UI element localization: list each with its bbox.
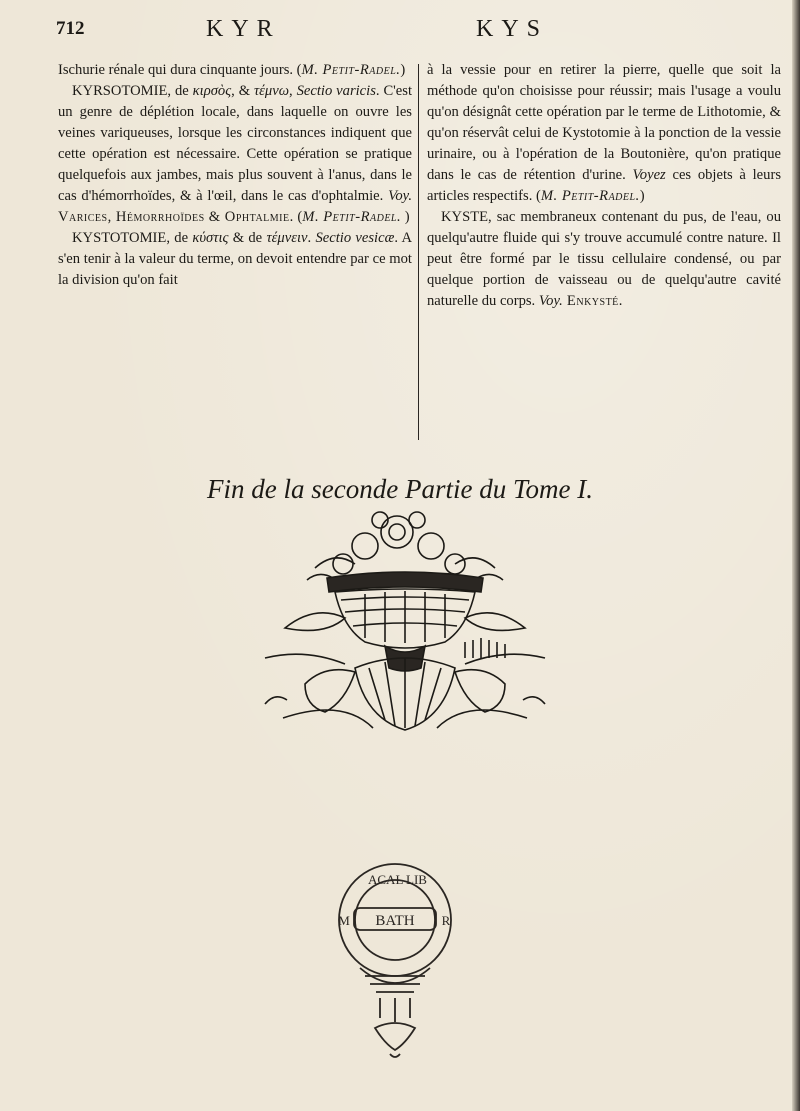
closing-line: Fin de la seconde Partie du Tome I. [207,474,593,504]
cross-ref-marker: Voy. [538,293,563,309]
cross-ref-marker: Voy. [388,188,412,204]
greek-etymon: τέμνω [253,83,290,99]
column-rule [418,64,419,440]
entry-ischurie-end: Ischurie rénale qui dura cinquante jours. (M. Petit-Radel.) [58,62,406,78]
entry-headword: KYSTOTOMIE [72,230,167,246]
cross-reference: Enkysté. [562,293,623,309]
stamp-text-top-left: ACAL [368,872,404,887]
page-edge-shadow [792,0,800,1111]
right-column [427,60,781,312]
stamp-letter-right: R [441,913,451,928]
cross-references: Varices, Hémorrhoïdes & Ophtalmie. [58,209,294,225]
entry-kyste: KYSTE, sac membraneux contenant du pus, de l'eau, ou quelqu'autre fluide qui s'y trouve accumulé contre nature. Il peut être formé par le tissu cellulaire condensé, ou par quelque portion de vaisseau ou de quelqu'autre cavité naturelle du corps. Voy. Enkysté. [427,209,781,309]
running-head-left: KYR [206,16,281,42]
latin-term: Sectio vesicæ [315,230,395,246]
author-signature: M. Petit-Radel. [540,188,640,204]
cross-ref-marker: Voyez [632,167,666,183]
latin-term: Sectio varicis [296,83,376,99]
greek-etymon: κιρσὸς [192,83,232,99]
greek-etymon: κύστις [192,230,229,246]
entry-kystotomie: KYSTOTOMIE, de κύστις & de τέμνειν. Sectio vesicæ. A s'en tenir à la valeur du terme, on devoit entendre par ce mot la division qu'on fait [58,230,413,288]
library-stamp-icon [320,858,470,1066]
left-column [58,60,412,291]
entry-headword: KYRSOTOMIE [72,83,168,99]
library-stamp [320,858,470,1066]
stamp-letter-left: M [338,913,350,928]
running-head-right: KYS [476,16,549,42]
flower-basket-vignette-icon [245,508,565,746]
author-signature: M. Petit-Radel. [302,209,402,225]
entry-kystotomie-continued: à la vessie pour en retirer la pierre, quelle que soit la méthode qu'on choisisse pour réussir; mais l'usage a voulu qu'on désignât cette opération par le terme de Lithotomie, & qu'on réservât celui de Kystotomie à la ponction de la vessie urinaire, ou à l'opération de la Boutonière, qu'on pratique dans le cas de rétention d'urine. Voyez ces objets à leurs articles respectifs. (M. Petit-Radel.) [427,62,781,204]
author-signature: M. Petit-Radel. [301,62,401,78]
entry-kyrsotomie: KYRSOTOMIE, de κιρσὸς, & τέμνω, Sectio varicis. C'est un genre de déplétion locale, dans laquelle on ouvre les veines variqueuses, lorsque les circonstances indiquent que cette opération est nécessaire. Cette opération se pratique quelquefois aux jambes, mais plus souvent à l'anus, dans le cas d'hémorrhoïdes, & à l'œil, dans le cas d'ophtalmie. Voy. Varices, Hémorrhoïdes & Ophtalmie. (M. Petit-Radel. ) [58,83,413,225]
running-header [56,16,772,56]
stamp-text-center: BATH [375,913,415,929]
page-number: 712 [56,18,85,39]
stamp-text-top-right: LIB [406,872,427,887]
entry-headword: KYSTE [441,209,489,225]
greek-etymon: τέμνειν [266,230,308,246]
